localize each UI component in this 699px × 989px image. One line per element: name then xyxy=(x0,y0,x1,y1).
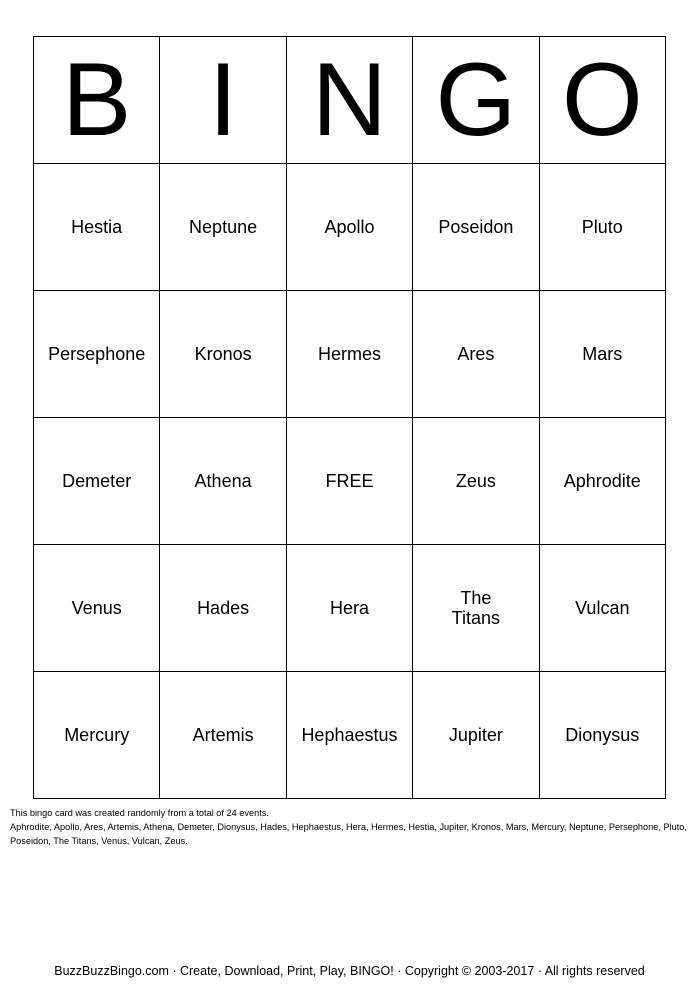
free-space-label: FREE xyxy=(325,471,374,491)
page-footer: BuzzBuzzBingo.com · Create, Download, Print, Play, BINGO! · Copyright © 2003-2017 · All rights reserved xyxy=(54,964,645,978)
cell-label: Athena xyxy=(194,471,252,491)
header-letter-g: G xyxy=(413,37,539,164)
bingo-cell xyxy=(413,545,539,672)
bingo-row xyxy=(34,545,666,672)
bingo-row xyxy=(34,672,666,799)
bingo-cell xyxy=(539,672,665,799)
header-letter-b: B xyxy=(34,37,160,164)
cell-label: Neptune xyxy=(189,217,258,237)
cell-label: Hera xyxy=(329,598,369,618)
bingo-cell xyxy=(413,164,539,291)
cell-label: Hades xyxy=(197,598,250,618)
cell-label: Poseidon xyxy=(438,217,514,237)
bingo-cell xyxy=(286,672,412,799)
bingo-cell xyxy=(34,545,160,672)
bingo-cell xyxy=(539,418,665,545)
bingo-cell xyxy=(34,291,160,418)
bingo-cell xyxy=(539,545,665,672)
bingo-cell xyxy=(34,418,160,545)
cell-label: Apollo xyxy=(324,217,375,237)
bingo-cell xyxy=(160,672,286,799)
bingo-cell xyxy=(539,164,665,291)
cell-label: Zeus xyxy=(455,471,496,491)
cell-label: Ares xyxy=(457,344,495,364)
header-letter-n: N xyxy=(286,37,412,164)
bingo-cell xyxy=(413,418,539,545)
bingo-card xyxy=(33,36,666,799)
cell-label: Mercury xyxy=(64,725,130,745)
bingo-cell xyxy=(539,291,665,418)
cell-label: The Titans xyxy=(451,588,501,628)
header-letter-o: O xyxy=(539,37,665,164)
header-letter-i: I xyxy=(160,37,286,164)
info-event-list: Aphrodite, Apollo, Ares, Artemis, Athena, Demeter, Dionysus, Hades, Hephaestus, Hera, Hermes, Hestia, Jupiter, Kronos, Mars, Mercury, Neptune, Persephone, Pluto, Poseidon, The Titans, Venus, Vulcan, Zeus. xyxy=(10,822,687,846)
bingo-cell xyxy=(286,545,412,672)
cell-label: Pluto xyxy=(581,217,623,237)
bingo-cell xyxy=(160,291,286,418)
cell-label: Mars xyxy=(582,344,623,364)
bingo-row xyxy=(34,291,666,418)
cell-label: Hephaestus xyxy=(301,725,398,745)
free-space-cell xyxy=(286,418,412,545)
bingo-cell xyxy=(413,291,539,418)
cell-label: Artemis xyxy=(192,725,254,745)
card-info xyxy=(10,806,692,848)
bingo-cell xyxy=(160,545,286,672)
bingo-header-row xyxy=(34,37,666,164)
cell-label: Venus xyxy=(71,598,122,618)
bingo-cell xyxy=(160,164,286,291)
cell-label: Hermes xyxy=(317,344,381,364)
bingo-cell xyxy=(286,291,412,418)
cell-label: Jupiter xyxy=(448,725,503,745)
cell-label: Hestia xyxy=(71,217,123,237)
cell-label: Vulcan xyxy=(575,598,630,618)
cell-label: Demeter xyxy=(62,471,132,491)
bingo-row xyxy=(34,418,666,545)
bingo-cell xyxy=(34,672,160,799)
cell-label: Aphrodite xyxy=(563,471,641,491)
bingo-cell xyxy=(160,418,286,545)
cell-label: Kronos xyxy=(194,344,252,364)
info-summary: This bingo card was created randomly from a total of 24 events. xyxy=(10,808,269,818)
bingo-row xyxy=(34,164,666,291)
bingo-cell xyxy=(286,164,412,291)
bingo-cell xyxy=(34,164,160,291)
cell-label: Persephone xyxy=(48,344,146,364)
bingo-cell xyxy=(413,672,539,799)
cell-label: Dionysus xyxy=(565,725,640,745)
